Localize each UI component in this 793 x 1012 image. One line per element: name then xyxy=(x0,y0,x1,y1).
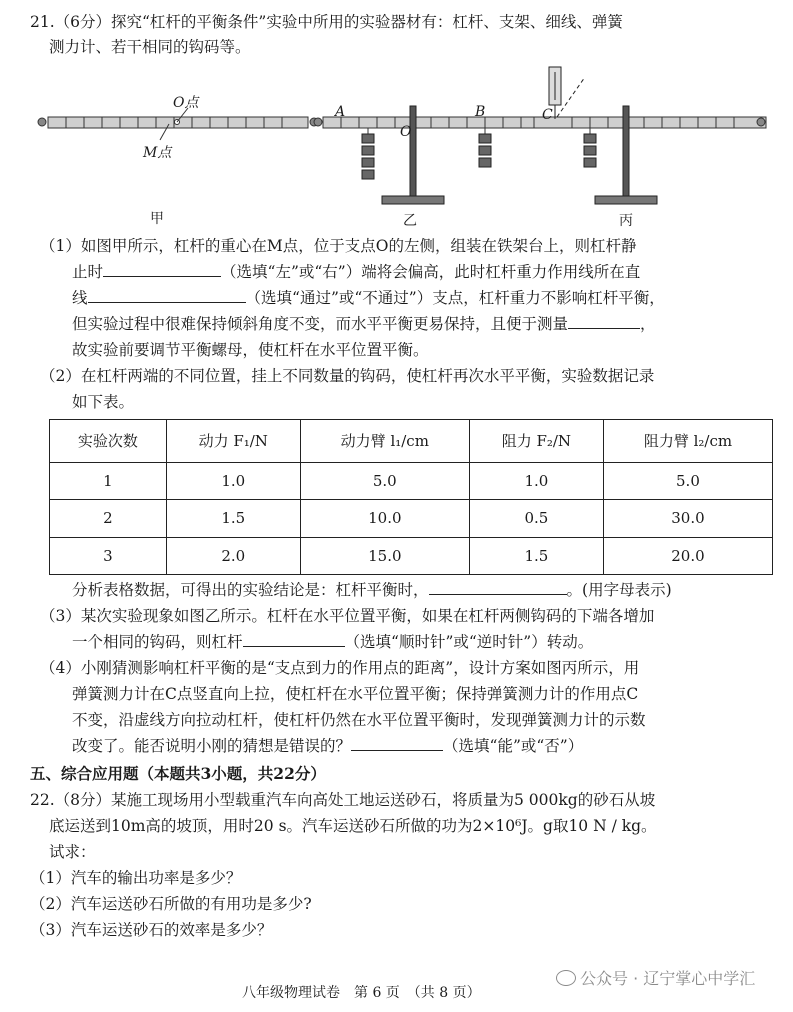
caption-jia: 甲 xyxy=(150,211,164,227)
table-header-cell: 阻力 F₂/N xyxy=(469,420,603,463)
q21-p1-line2-text-b: （选填“左”或“右”）端将会偏高，此时杠杆重力作用线所在直 xyxy=(221,263,641,281)
answer-blank-2[interactable] xyxy=(88,288,246,303)
q21-p2-line3-text-a: 分析表格数据，可得出的实验结论是：杠杆平衡时， xyxy=(72,581,429,599)
q21-p1-line5: 故实验前要调节平衡螺母，使杠杆在水平位置平衡。 xyxy=(72,341,429,359)
q21-p3-line2-text-b: （选填“顺时针”或“逆时针”）转动。 xyxy=(344,633,594,651)
label-m-point: M点 xyxy=(143,145,172,161)
table-cell: 15.0 xyxy=(300,537,469,574)
caption-bing: 丙 xyxy=(619,213,633,229)
table-header-row xyxy=(50,420,773,463)
table-row xyxy=(50,462,773,499)
q21-p1-line4-text-a: 但实验过程中很难保持倾斜角度不变，而水平平衡更易保持，且便于测量 xyxy=(72,315,569,333)
table-row xyxy=(50,537,773,574)
q21-p3-line2-text-a: 一个相同的钩码，则杠杆 xyxy=(72,633,243,651)
table-cell: 1 xyxy=(50,462,167,499)
answer-blank-6[interactable] xyxy=(351,736,443,751)
table-header-cell: 动力 F₁/N xyxy=(166,420,300,463)
table-cell: 10.0 xyxy=(300,500,469,537)
q21-p2-line3 xyxy=(72,580,672,600)
label-c: C xyxy=(542,107,553,123)
q21-p1-line4-text-b: ， xyxy=(640,315,656,333)
q21-p4-line4-text-b: （选填“能”或“否”） xyxy=(443,737,584,755)
label-o-stand: O xyxy=(400,124,412,140)
answer-blank-4[interactable] xyxy=(429,580,567,595)
q21-p2-line1: （2）在杠杆两端的不同位置，挂上不同数量的钩码，使杠杆再次水平平衡，实验数据记录 xyxy=(40,367,655,385)
q21-p4-line4 xyxy=(72,736,583,756)
q21-p1-line3 xyxy=(72,288,665,308)
watermark xyxy=(556,966,755,989)
q22-line3: 试求： xyxy=(49,843,96,861)
table-cell: 3 xyxy=(50,537,167,574)
table-cell: 1.5 xyxy=(469,537,603,574)
q21-p1-line3-text-a: 线 xyxy=(72,289,88,307)
q22-sub1: （1）汽车的输出功率是多少？ xyxy=(30,869,242,887)
label-o-point: O点 xyxy=(173,95,199,111)
q21-p4-line3: 不变，沿虚线方向拉动杠杆，使杠杆仍然在水平位置平衡时，发现弹簧测力计的示数 xyxy=(72,711,646,729)
table-cell: 30.0 xyxy=(603,500,772,537)
watermark-text: 公众号 · 辽宁掌心中学汇 xyxy=(580,969,756,988)
table-cell: 2.0 xyxy=(166,537,300,574)
q21-p3-line2 xyxy=(72,632,593,652)
lever-jia xyxy=(38,108,318,140)
q22-sub3: （3）汽车运送砂石的效率是多少？ xyxy=(30,921,273,939)
table-cell: 1.0 xyxy=(469,462,603,499)
q21-p2-line3-text-b: 。(用字母表示) xyxy=(566,581,672,599)
label-a: A xyxy=(335,104,346,120)
section-heading: 五、综合应用题（本题共3小题，共22分） xyxy=(30,764,326,783)
table-header-cell: 阻力臂 l₂/cm xyxy=(603,420,772,463)
q21-p1-line1: （1）如图甲所示，杠杆的重心在M点，位于支点O的左侧，组装在铁架台上，则杠杆静 xyxy=(40,237,637,255)
q21-p4-line4-text-a: 改变了。能否说明小刚的猜想是错误的？ xyxy=(72,737,352,755)
wechat-icon xyxy=(556,970,576,986)
lever-yi xyxy=(314,106,572,204)
q21-intro-line1: 21.（6分）探究“杠杆的平衡条件”实验中所用的实验器材有：杠杆、支架、细线、弹簧 xyxy=(30,13,623,31)
table-cell: 0.5 xyxy=(469,500,603,537)
table-header-cell: 实验次数 xyxy=(50,420,167,463)
table-cell: 1.5 xyxy=(166,500,300,537)
q21-p1-line4 xyxy=(72,314,656,334)
lever-bing xyxy=(534,67,766,204)
table-header-cell: 动力臂 l₁/cm xyxy=(300,420,469,463)
answer-blank-1[interactable] xyxy=(103,262,221,277)
table-cell: 5.0 xyxy=(300,462,469,499)
label-b: B xyxy=(475,104,486,120)
q21-p1-line2 xyxy=(72,262,640,282)
q21-intro-line2: 测力计、若干相同的钩码等。 xyxy=(49,38,251,56)
q21-p1-line3-text-b: （选填“通过”或“不通过”）支点，杠杆重力不影响杠杆平衡， xyxy=(245,289,665,307)
q22-line1: 22.（8分）某施工现场用小型载重汽车向高处工地运送砂石，将质量为5 000kg的砂石从坡 xyxy=(30,791,656,809)
q21-p4-line1: （4）小刚猜测影响杠杆平衡的是“支点到力的作用点的距离”，设计方案如图丙所示，用 xyxy=(40,659,640,677)
q21-p4-line2: 弹簧测力计在C点竖直向上拉，使杠杆在水平位置平衡；保持弹簧测力计的作用点C xyxy=(72,685,639,703)
q22-sub2: （2）汽车运送砂石所做的有用功是多少? xyxy=(30,895,312,913)
table-cell: 5.0 xyxy=(603,462,772,499)
q21-p2-line2: 如下表。 xyxy=(72,393,135,411)
table-cell: 1.0 xyxy=(166,462,300,499)
lever-diagram-svg xyxy=(30,62,770,232)
answer-blank-3[interactable] xyxy=(568,314,640,329)
q21-p3-line1: （3）某次实验现象如图乙所示。杠杆在水平位置平衡，如果在杠杆两侧钩码的下端各增加 xyxy=(40,607,655,625)
q21-p1-line2-text-a: 止时 xyxy=(72,263,104,281)
table-cell: 2 xyxy=(50,500,167,537)
answer-blank-5[interactable] xyxy=(243,632,345,647)
q22-line2: 底运送到10m高的坡顶，用时20 s。汽车运送砂石所做的功为2×10⁶J。g取10 N / kg。 xyxy=(49,817,657,835)
caption-yi: 乙 xyxy=(403,213,417,229)
lever-figure xyxy=(30,62,770,232)
table-row xyxy=(50,500,773,537)
table-cell: 20.0 xyxy=(603,537,772,574)
data-table xyxy=(49,419,773,575)
page-footer: 八年级物理试卷 第 6 页 （共 8 页） xyxy=(242,985,481,1001)
